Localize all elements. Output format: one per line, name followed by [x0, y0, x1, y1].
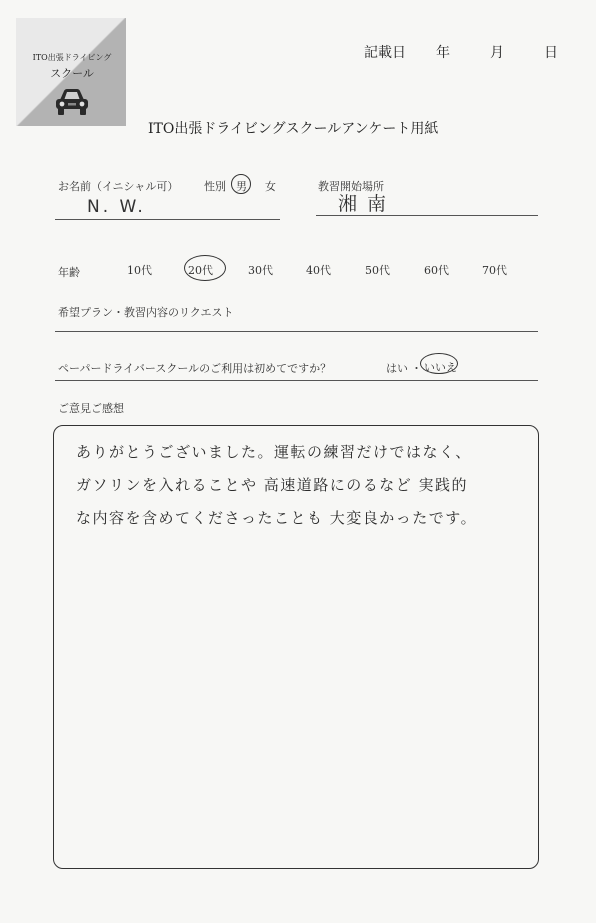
feedback-line: ガソリンを入れることや 高速道路にのるなど 実践的 [76, 476, 469, 494]
answer-selected-circle [420, 353, 458, 374]
feedback-line: ありがとうございました。運転の練習だけではなく、 [76, 443, 472, 461]
first-time-underline [55, 380, 538, 381]
age-option: 40代 [306, 264, 331, 277]
car-icon [54, 88, 90, 116]
school-logo [16, 18, 126, 126]
first-time-question: ペーパードライバースクールのご利用は初めてですか？ [58, 362, 332, 375]
name-label: お名前（イニシャル可） [58, 180, 179, 193]
request-underline [55, 331, 538, 332]
date-label: 記載日 [364, 45, 406, 61]
name-value: N. W. [87, 197, 146, 217]
name-underline [55, 219, 280, 220]
answer-yes: はい [386, 362, 408, 375]
location-label: 教習開始場所 [318, 180, 384, 193]
age-option: 30代 [248, 264, 273, 277]
age-option: 50代 [365, 264, 390, 277]
date-year: 年 [436, 45, 450, 61]
age-option: 10代 [127, 264, 152, 277]
age-selected-circle [184, 255, 226, 281]
request-label: 希望プラン・教習内容のリクエスト [58, 306, 234, 319]
age-option: 60代 [424, 264, 449, 277]
location-underline [316, 215, 538, 216]
location-value: 湘南 [338, 193, 397, 215]
gender-selected-circle [231, 174, 251, 194]
gender-male: 男 [236, 180, 247, 193]
feedback-box [53, 425, 539, 869]
answer-no: いいえ [424, 361, 457, 374]
gender-label: 性別 [204, 180, 226, 193]
logo-line-2: スクール [50, 67, 94, 80]
date-month: 月 [490, 45, 504, 61]
logo-line-1: ITO出張ドライビング [32, 53, 112, 62]
age-option: 70代 [482, 264, 507, 277]
feedback-line: な内容を含めてくださったことも 大変良かったです。 [76, 509, 478, 527]
date-day: 日 [544, 45, 558, 61]
feedback-label: ご意見ご感想 [58, 402, 124, 415]
gender-female: 女 [265, 180, 276, 193]
age-label: 年齢 [58, 266, 80, 279]
answer-separator: ・ [411, 362, 422, 375]
age-option: 20代 [188, 264, 213, 277]
form-title: ITO出張ドライビングスクールアンケート用紙 [148, 121, 439, 137]
